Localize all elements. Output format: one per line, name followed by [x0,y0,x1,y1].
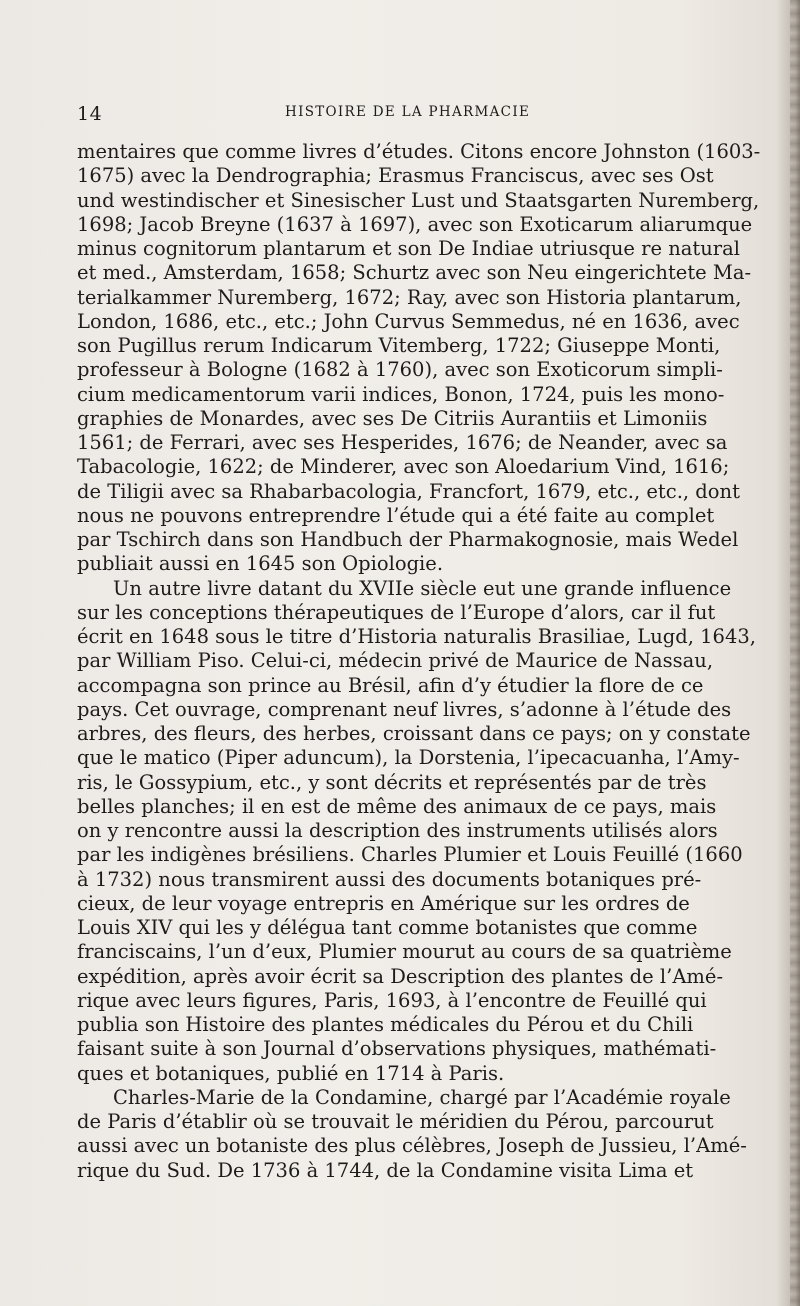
body-text [77,140,761,1183]
text-line: expédition, après avoir écrit sa Description des plantes de l’Amé- [77,964,724,988]
text-line: terialkammer Nuremberg, 1672; Ray, avec son Historia plantarum, [77,285,742,309]
text-line: que le matico (Piper aduncum), la Dorstenia, l’ipecacuanha, l’Amy- [77,746,740,770]
text-line: Charles-Marie de la Condamine, chargé par l’Académie royale [113,1085,731,1109]
text-line: ques et botaniques, publié en 1714 à Paris. [77,1061,505,1085]
text-line: graphies de Monardes, avec ses De Citriis Aurantiis et Limoniis [77,406,708,430]
text-line: par William Piso. Celui-ci, médecin privé de Maurice de Nassau, [77,649,714,673]
text-line: par Tschirch dans son Handbuch der Pharmakognosie, mais Wedel [77,528,739,551]
text-line: accompagna son prince au Brésil, afin d’y étudier la flore de ce [77,673,704,697]
text-line: nous ne pouvons entreprendre l’étude qui a été faite au complet [77,503,715,527]
text-line: professeur à Bologne (1682 à 1760), avec son Exoticorum simpli- [77,358,723,382]
text-line: 1561; de Ferrari, avec ses Hesperides, 1676; de Neander, avec sa [77,431,728,454]
page-number: 14 [77,103,103,125]
page-edge-shadow [790,0,800,1306]
text-line: cium medicamentorum varii indices, Bonon, 1724, puis les mono- [77,382,725,406]
text-line: 1675) avec la Dendrographia; Erasmus Franciscus, avec ses Ost [77,164,714,188]
text-line: cieux, de leur voyage entrepris en Amérique sur les ordres de [77,891,690,915]
text-line: aussi avec un botaniste des plus célèbres, Joseph de Jussieu, l’Amé- [77,1134,747,1158]
text-line: Tabacologie, 1622; de Minderer, avec son Aloedarium Vind, 1616; [77,455,730,479]
text-line: de Tiligii avec sa Rhabarbacologia, Francfort, 1679, etc., etc., dont [77,479,740,503]
text-line: publia son Histoire des plantes médicales du Pérou et du Chili [77,1013,694,1036]
text-line: publiait aussi en 1645 son Opiologie. [77,552,444,576]
text-line: arbres, des fleurs, des herbes, croissant dans ce pays; on y constate [77,722,751,745]
text-line: rique avec leurs figures, Paris, 1693, à l’encontre de Feuillé qui [77,988,707,1012]
text-line: sur les conceptions thérapeutiques de l’Europe d’alors, car il fut [77,600,716,624]
text-line: son Pugillus rerum Indicarum Vitemberg, 1722; Giuseppe Monti, [77,334,721,357]
text-line: minus cognitorum plantarum et son De Indiae utriusque re natural [77,237,740,260]
text-line: mentaires que comme livres d’études. Citons encore Johnston (1603- [77,140,761,163]
running-title: HISTOIRE DE LA PHARMACIE [285,104,531,120]
text-line: à 1732) nous transmirent aussi des documents botaniques pré- [77,867,702,891]
text-line: et med., Amsterdam, 1658; Schurtz avec son Neu eingerichtete Ma- [77,261,752,285]
text-line: 1698; Jacob Breyne (1637 à 1697), avec son Exoticarum aliarumque [77,212,753,236]
text-line: London, 1686, etc., etc.; John Curvus Semmedus, né en 1636, avec [77,309,740,333]
text-line: ris, le Gossypium, etc., y sont décrits et représentés par de très [77,770,707,794]
text-line: par les indigènes brésiliens. Charles Plumier et Louis Feuillé (1660 [77,843,743,867]
text-line: on y rencontre aussi la description des instruments utilisés alors [77,819,718,842]
text-line: rique du Sud. De 1736 à 1744, de la Condamine visita Lima et [77,1158,694,1182]
page-header [77,101,717,123]
text-line: Louis XIV qui les y délégua tant comme botanistes que comme [77,916,698,939]
text-line: franciscains, l’un d’eux, Plumier mourut au cours de sa quatrième [77,940,732,964]
text-line: écrit en 1648 sous le titre d’Historia naturalis Brasiliae, Lugd, 1643, [77,625,756,648]
text-line: belles planches; il en est de même des animaux de ce pays, mais [77,794,717,818]
text-line: pays. Cet ouvrage, comprenant neuf livres, s’adonne à l’étude des [77,697,732,721]
text-line: faisant suite à son Journal d’observations physiques, mathémati- [77,1037,717,1061]
text-line: Un autre livre datant du XVIIe siècle eut une grande influence [113,576,732,600]
text-line: de Paris d’établir où se trouvait le méridien du Pérou, parcourut [77,1110,714,1133]
text-line: und westindischer et Sinesischer Lust und Staatsgarten Nuremberg, [77,188,760,212]
